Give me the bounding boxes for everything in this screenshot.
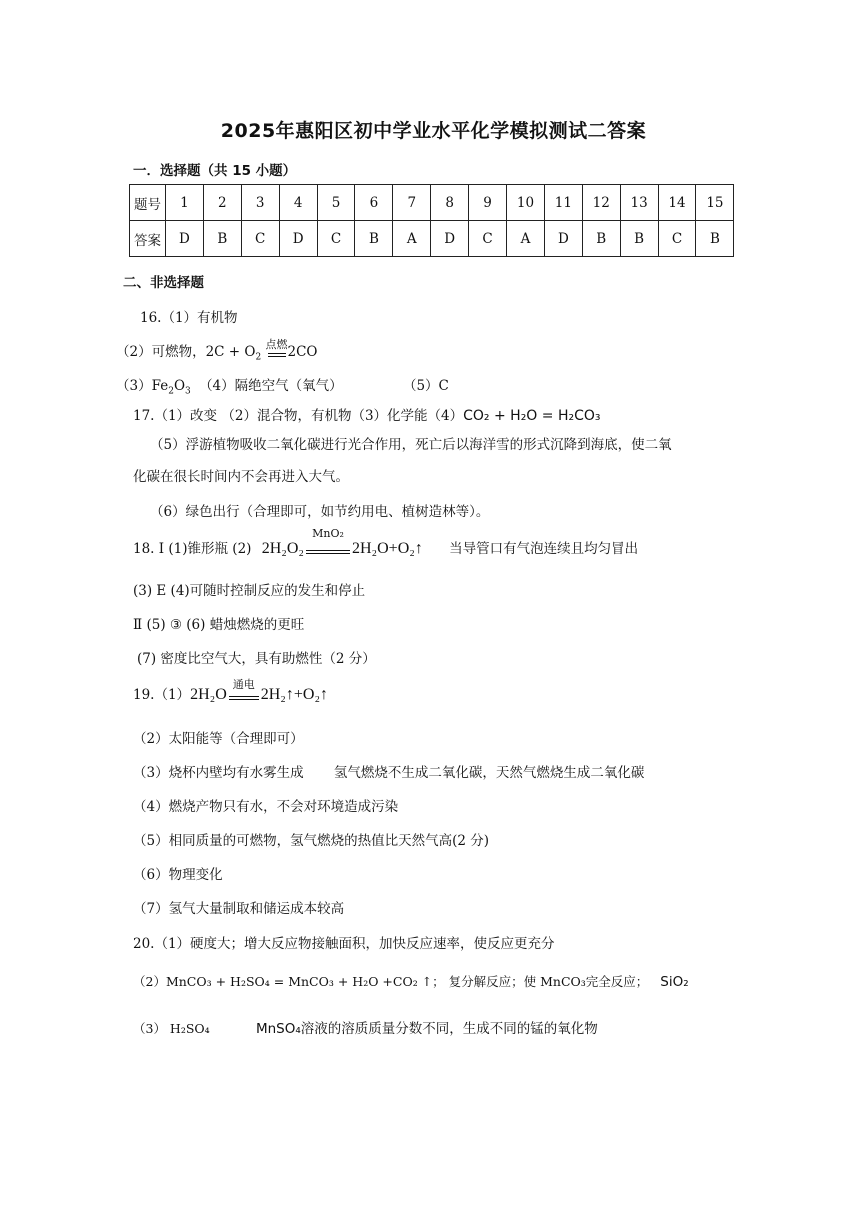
section-2-heading: 二、非选择题 <box>123 275 204 291</box>
q20-line-3 <box>133 1017 598 1037</box>
q16-equation-arrow <box>265 337 288 361</box>
q16-4-answer: （4）隔绝空气（氧气） <box>199 378 343 394</box>
q19-line-3 <box>133 761 644 781</box>
question-number-cell: 10 <box>507 185 545 221</box>
answer-cell: D <box>279 221 317 257</box>
question-number-cell: 9 <box>469 185 507 221</box>
answer-cell: C <box>469 221 507 257</box>
question-number-cell: 7 <box>393 185 431 221</box>
question-number-cell: 8 <box>431 185 469 221</box>
q16-fe-sub: 2 <box>168 386 174 397</box>
q20-sio2: SiO₂ <box>660 974 689 990</box>
q17-line-3: 化碳在很长时间内不会再进入大气。 <box>133 469 349 485</box>
table-row-answers <box>130 221 734 257</box>
q20-line-3b: MnSO₄溶液的溶质质量分数不同，生成不同的锰的氧化物 <box>255 1021 598 1037</box>
answer-cell: A <box>507 221 545 257</box>
q19-equation-arrow <box>227 677 261 704</box>
q17-line-1-text: 17.（1）改变 （2）混合物，有机物（3）化学能（4） <box>133 408 464 424</box>
page-title: 2025年惠阳区初中学业水平化学模拟测试二答案 <box>220 120 647 142</box>
q18-line-1-text: 18. Ⅰ (1)锥形瓶 (2) <box>133 541 252 557</box>
question-number-cell: 1 <box>166 185 204 221</box>
q16-o: O <box>173 378 186 394</box>
answer-cell: D <box>431 221 469 257</box>
q16-line-1: 16.（1）有机物 <box>140 310 238 326</box>
q19-condition: 通电 <box>232 677 255 691</box>
question-number-cell: 3 <box>241 185 279 221</box>
q19-line-6: （6）物理变化 <box>133 867 223 883</box>
q18-line-1 <box>133 526 639 558</box>
q20-line-3a: （3） H₂SO₄ <box>133 1021 210 1036</box>
q18-line-4: (7) 密度比空气大，具有助燃性（2 分） <box>137 651 376 667</box>
answer-cell: C <box>658 221 696 257</box>
answer-cell: B <box>696 221 734 257</box>
answer-table <box>129 184 734 257</box>
question-number-cell: 15 <box>696 185 734 221</box>
answer-cell: D <box>544 221 582 257</box>
question-number-cell: 13 <box>620 185 658 221</box>
q18-equation-arrow <box>304 526 352 558</box>
q17-line-1 <box>133 404 601 424</box>
q20-line-2-text: （2）MnCO₃ + H₂SO₄ = MnCO₃ + H₂O +CO₂ ↑； 复分解反应；使 MnCO₃完全反应； <box>133 974 649 989</box>
q17-line-4: （6）绿色出行（合理即可，如节约用电、植树造林等）。 <box>150 504 490 520</box>
answer-cell: B <box>582 221 620 257</box>
q18-line-3: Ⅱ (5) ③ (6) 蜡烛燃烧的更旺 <box>133 617 305 633</box>
answer-cell: C <box>241 221 279 257</box>
q20-line-2 <box>133 972 689 990</box>
answer-cell: B <box>620 221 658 257</box>
q20-line-1: 20.（1）硬度大；增大反应物接触面积，加快反应速率，使反应更充分 <box>133 936 555 952</box>
q19-equation-lhs: 2H₂O <box>190 686 227 703</box>
q19-line-5: （5）相同质量的可燃物，氢气燃烧的热值比天然气高(2 分) <box>133 833 490 849</box>
question-number-cell: 2 <box>203 185 241 221</box>
q16-3-label: （3）Fe <box>116 378 169 394</box>
question-number-cell: 14 <box>658 185 696 221</box>
q17-equation: CO₂ + H₂O = H₂CO₃ <box>463 408 601 424</box>
q19-line-3a: （3）烧杯内壁均有水雾生成 <box>133 765 304 781</box>
q18-equation-rhs: 2H₂O+O₂↑ <box>351 540 423 557</box>
q19-line-4: （4）燃烧产物只有水，不会对环境造成污染 <box>133 799 399 815</box>
question-number-cell: 11 <box>544 185 582 221</box>
table-row-numbers <box>130 185 734 221</box>
q16-line-2-text: （2）可燃物，2C + O <box>116 344 256 360</box>
q19-equation-rhs: 2H₂↑+O₂↑ <box>260 686 329 703</box>
answer-cell: C <box>317 221 355 257</box>
q18-condition: MnO₂ <box>312 526 344 540</box>
q18-observation: 当导管口有气泡连续且均匀冒出 <box>449 541 639 557</box>
q19-line-2: （2）太阳能等（合理即可） <box>133 731 304 747</box>
q16-5-answer: （5）C <box>402 378 449 394</box>
q19-line-1-text: 19.（1） <box>133 687 191 703</box>
q16-line-2 <box>116 337 318 363</box>
row-label-answer: 答案 <box>130 221 166 257</box>
q19-line-3b: 氢气燃烧不生成二氧化碳，天然气燃烧生成二氧化碳 <box>333 765 645 781</box>
answer-cell: A <box>393 221 431 257</box>
row-label-number: 题号 <box>130 185 166 221</box>
answer-cell: B <box>203 221 241 257</box>
q19-line-7: （7）氢气大量制取和储运成本较高 <box>133 901 345 917</box>
q16-line-3 <box>116 374 449 397</box>
question-number-cell: 4 <box>279 185 317 221</box>
q17-line-2: （5）浮游植物吸收二氧化碳进行光合作用，死亡后以海洋雪的形式沉降到海底，使二氧 <box>150 437 672 453</box>
answer-cell: B <box>355 221 393 257</box>
q16-line-2-sub: 2 <box>255 352 262 363</box>
q19-line-1 <box>133 677 329 704</box>
question-number-cell: 5 <box>317 185 355 221</box>
question-number-cell: 12 <box>582 185 620 221</box>
question-number-cell: 6 <box>355 185 393 221</box>
q18-line-2: (3) E (4)可随时控制反应的发生和停止 <box>133 583 366 599</box>
answer-cell: D <box>166 221 204 257</box>
q16-o-sub: 3 <box>185 386 191 397</box>
section-1-heading: 一．选择题（共 15 小题） <box>133 163 297 179</box>
q18-equation-lhs: 2H₂O₂ <box>261 540 304 557</box>
q16-product: 2CO <box>287 344 318 360</box>
q16-condition: 点燃 <box>265 337 288 351</box>
